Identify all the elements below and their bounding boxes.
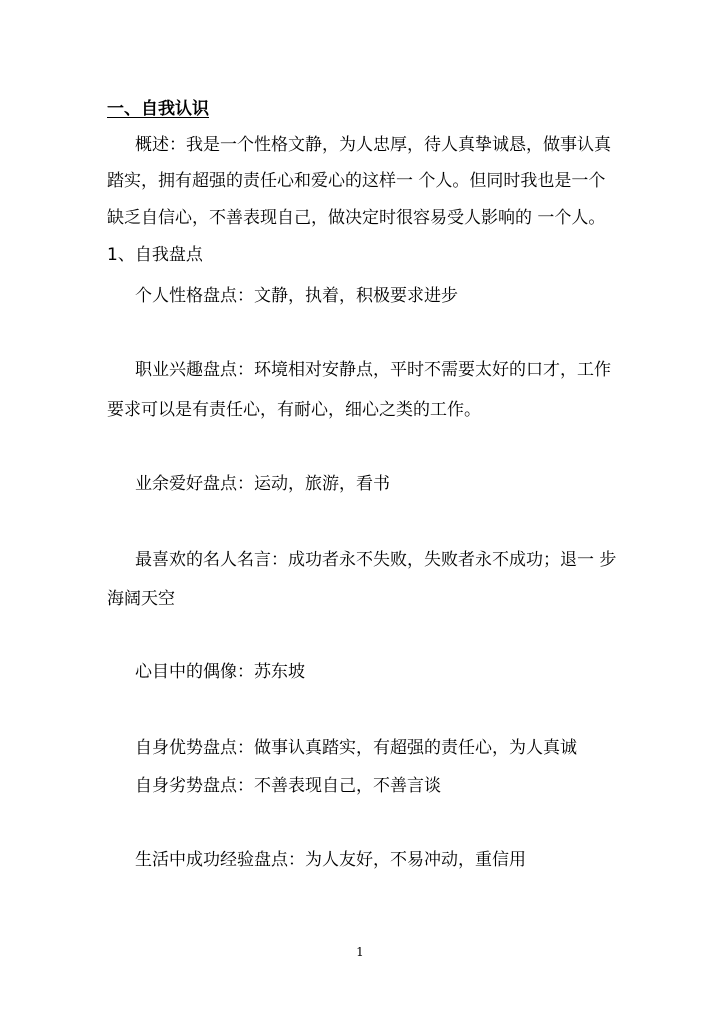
overview-line-3: 缺乏自信心，不善表现自己，做决定时很容易受人影响的 一个人。 bbox=[107, 208, 606, 228]
idol-inventory: 心目中的偶像：苏东坡 bbox=[135, 662, 305, 682]
career-interest-line-1: 职业兴趣盘点：环境相对安静点，平时不需要太好的口才，工作 bbox=[135, 360, 611, 380]
success-experience-inventory: 生活中成功经验盘点：为人友好，不易冲动，重信用 bbox=[135, 850, 526, 870]
section-heading: 一、自我认识 bbox=[107, 99, 209, 119]
page-number: 1 bbox=[356, 945, 364, 959]
weaknesses-inventory: 自身劣势盘点：不善表现自己，不善言谈 bbox=[135, 776, 441, 796]
subsection-title: 1、自我盘点 bbox=[107, 245, 203, 265]
favorite-quote-line-2: 海阔天空 bbox=[107, 589, 175, 609]
hobbies-inventory: 业余爱好盘点：运动，旅游，看书 bbox=[135, 474, 390, 494]
favorite-quote-line-1: 最喜欢的名人名言：成功者永不失败，失败者永不成功；退一 步 bbox=[135, 550, 617, 570]
overview-line-2: 踏实，拥有超强的责任心和爱心的这样一 个人。但同时我也是一个 bbox=[107, 171, 606, 191]
overview-line-1: 概述：我是一个性格文静，为人忠厚，待人真挚诚恳，做事认真 bbox=[135, 135, 611, 155]
strengths-inventory: 自身优势盘点：做事认真踏实，有超强的责任心，为人真诚 bbox=[135, 738, 577, 758]
career-interest-line-2: 要求可以是有责任心，有耐心，细心之类的工作。 bbox=[107, 400, 481, 420]
personality-inventory: 个人性格盘点：文静，执着，积极要求进步 bbox=[135, 286, 458, 306]
